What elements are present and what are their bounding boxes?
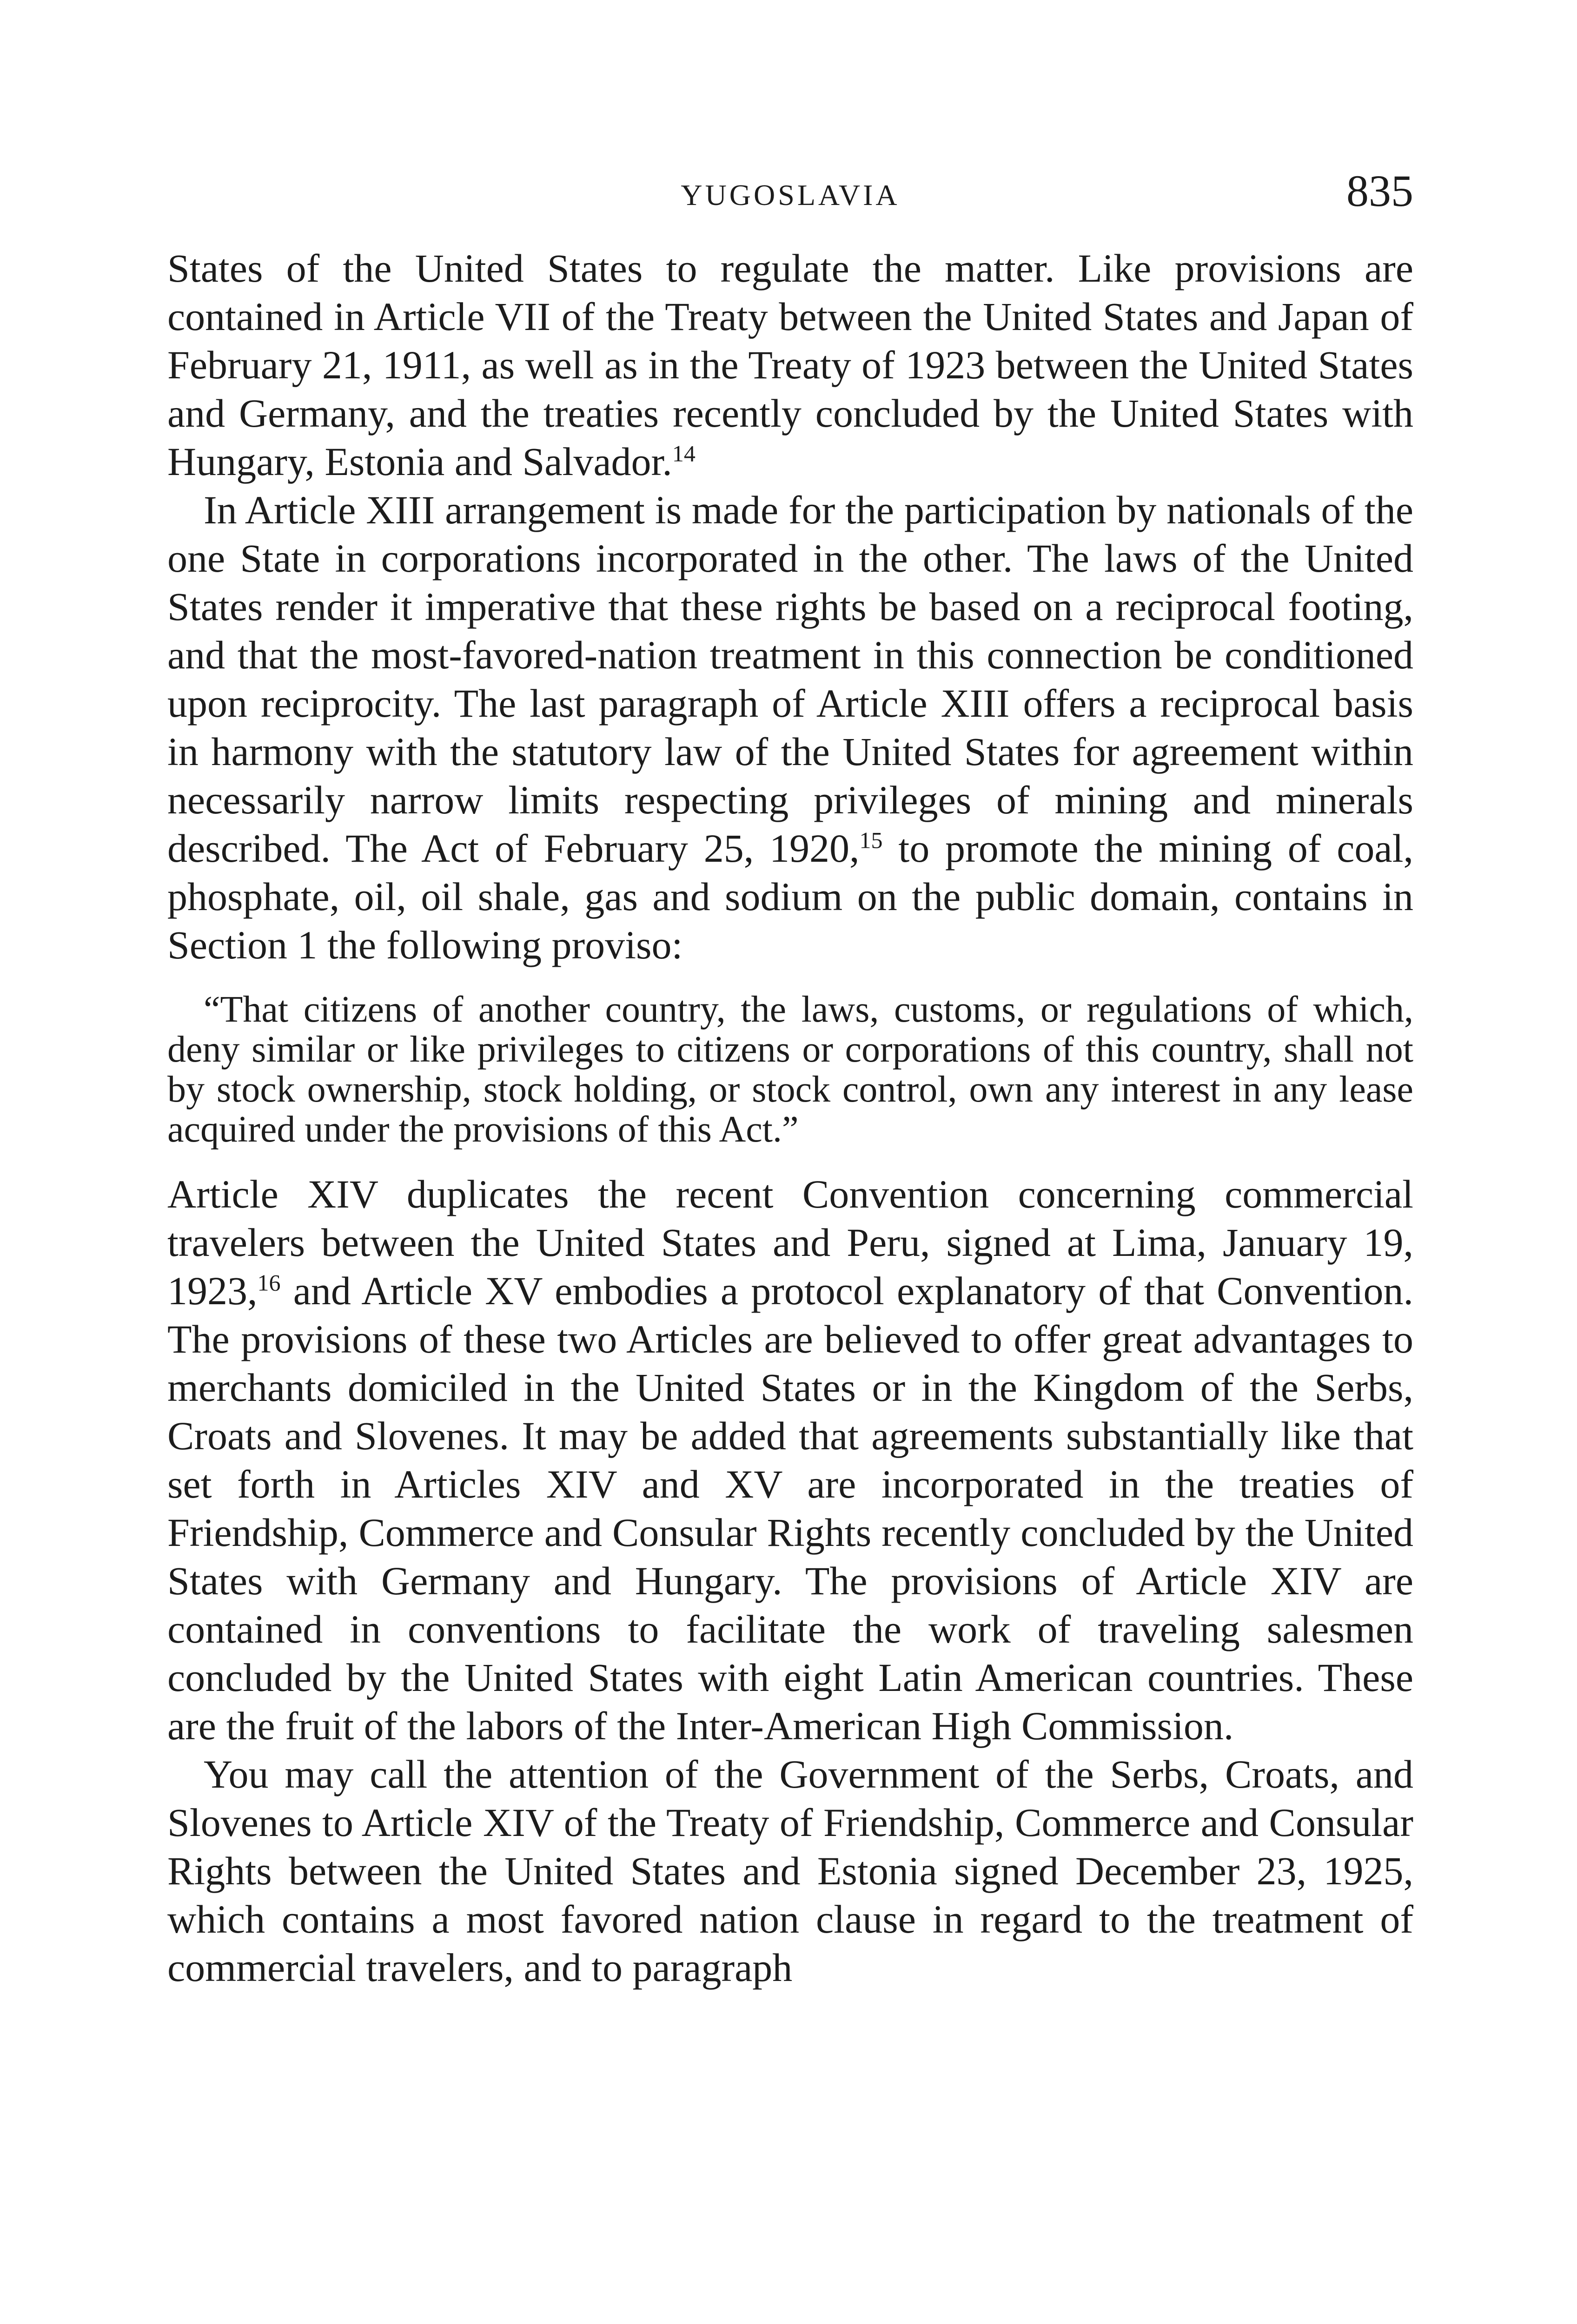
paragraph-4: You may call the attention of the Government of the Serbs, Croats, and Slovenes to Article XIV of the Treaty of Friendship, Commerce and Consular Rights between the United States and Estonia signed December 23, 1925, which contains a most favored nation clause in regard to the treatment of commercial travelers, and to paragraph	[167, 1752, 1413, 1990]
paragraph-3-text-b: and Article XV embodies a protocol explanatory of that Convention. The provisions of these two Articles are believed to offer great advantages to merchants domiciled in the United States or in the Kingdom of the Serbs, Croats and Slovenes. It may be added that agreements substantially like that set forth in Articles XIV and XV are incorporated in the treaties of Friendship, Commerce and Consular Rights recently concluded by the United States with Germany and Hungary. The provisions of Article XIV are contained in conventions to facilitate the work of traveling salesmen concluded by the United States with eight Latin American countries. These are the fruit of the labors of the Inter-American High Commission.	[167, 1268, 1413, 1748]
paragraph-3-text-a: Article XIV duplicates the recent Convention concerning commercial travelers between the United States and Peru, signed at Lima, January 19, 1923,	[167, 1172, 1413, 1313]
page-header	[167, 165, 1413, 221]
block-quote: “That citizens of another country, the laws, customs, or regulations of which, deny similar or like privileges to citizens or corporations of this country, shall not by stock ownership, stock holding, or stock control, own any interest in any lease acquired under the provisions of this Act.”	[167, 989, 1413, 1150]
paragraph-1-text: States of the United States to regulate the matter. Like provisions are contained in Article VII of the Treaty between the United States and Japan of February 21, 1911, as well as in the Treaty of 1923 between the United States and Germany, and the treaties recently concluded by the United States with Hungary, Estonia and Salvador.	[167, 246, 1413, 484]
paragraph-2-text-a: In Article XIII arrangement is made for the participation by nationals of the one State in corporations incorporated in the other. The laws of the United States render it imperative that these rights be based on a reciprocal footing, and that the most-favored-nation treatment in this connection be conditioned upon reciprocity. The last paragraph of Article XIII offers a reciprocal basis in harmony with the statutory law of the United States for agreement within necessarily narrow limits respecting privileges of mining and minerals described. The Act of February 25, 1920,	[167, 488, 1413, 871]
paragraph-1	[167, 244, 1413, 486]
running-head: YUGOSLAVIA	[681, 178, 900, 211]
body-text	[167, 244, 1413, 1992]
page-number: 835	[1346, 166, 1413, 216]
paragraph-2-text-b: to promote the mining of coal, phosphate, oil, oil shale, gas and sodium on the public domain, contains in Section 1 the following proviso:	[167, 826, 1413, 967]
paragraph-3	[167, 1170, 1413, 1750]
footnote-ref-16: 16	[257, 1269, 281, 1296]
paragraph-2	[167, 486, 1413, 969]
footnote-ref-15: 15	[859, 827, 883, 853]
footnote-ref-14: 14	[672, 440, 696, 467]
